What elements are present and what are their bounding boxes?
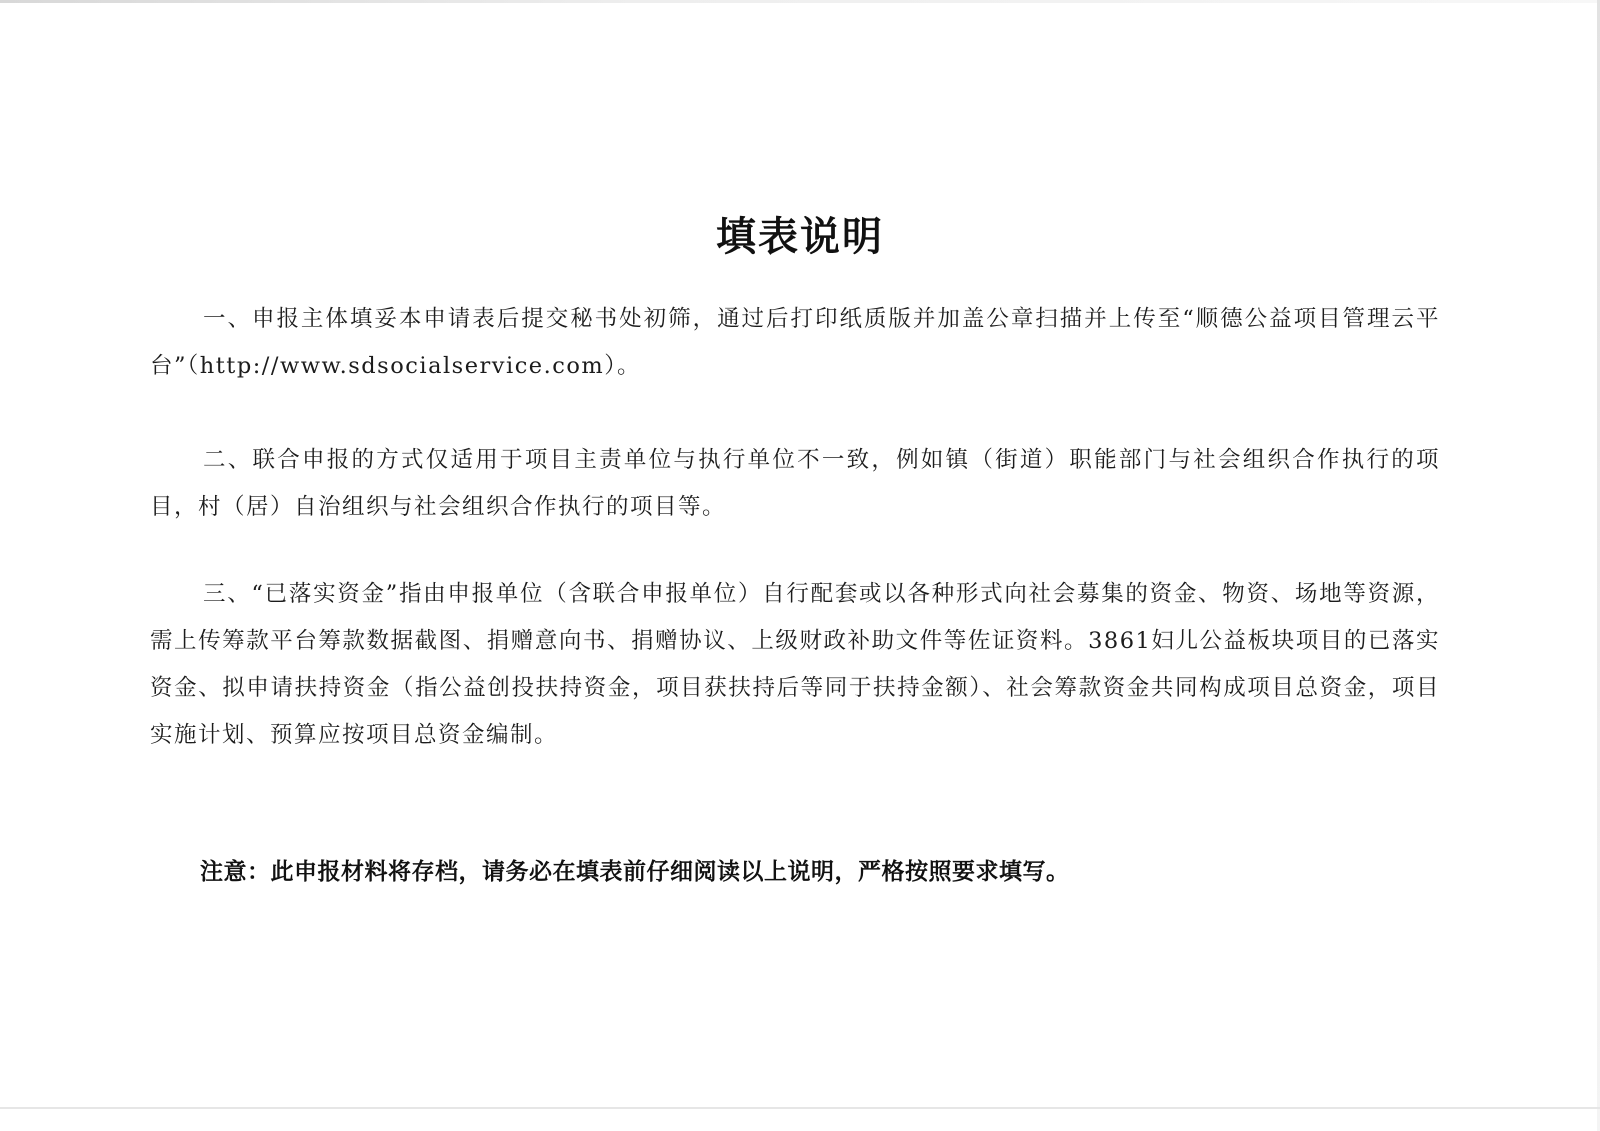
scan-top-edge	[0, 0, 1600, 3]
scan-bottom-edge	[0, 1107, 1600, 1109]
page-title: 填表说明	[716, 213, 884, 260]
archive-note: 注意：此申报材料将存档，请务必在填表前仔细阅读以上说明，严格按照要求填写。	[200, 859, 1070, 885]
instruction-paragraph-3: 三、“已落实资金”指由申报单位（含联合申报单位）自行配套或以各种形式向社会募集的资金、物资、场地等资源，需上传筹款平台筹款数据截图、捐赠意向书、捐赠协议、上级财政补助文件等佐证资料。3861妇儿公益板块项目的已落实资金、拟申请扶持资金（指公益创投扶持资金，项目获扶持后等同于扶持金额）、社会筹款资金共同构成项目总资金，项目实施计划、预算应按项目总资金编制。	[150, 581, 1440, 748]
instruction-paragraph-2: 二、联合申报的方式仅适用于项目主责单位与执行单位不一致，例如镇（街道）职能部门与社会组织合作执行的项目，村（居）自治组织与社会组织合作执行的项目等。	[150, 447, 1440, 520]
instruction-paragraph-1: 一、申报主体填妥本申请表后提交秘书处初筛，通过后打印纸质版并加盖公章扫描并上传至“顺德公益项目管理云平台”（http://www.sdsocialservice.com）。	[150, 306, 1440, 379]
